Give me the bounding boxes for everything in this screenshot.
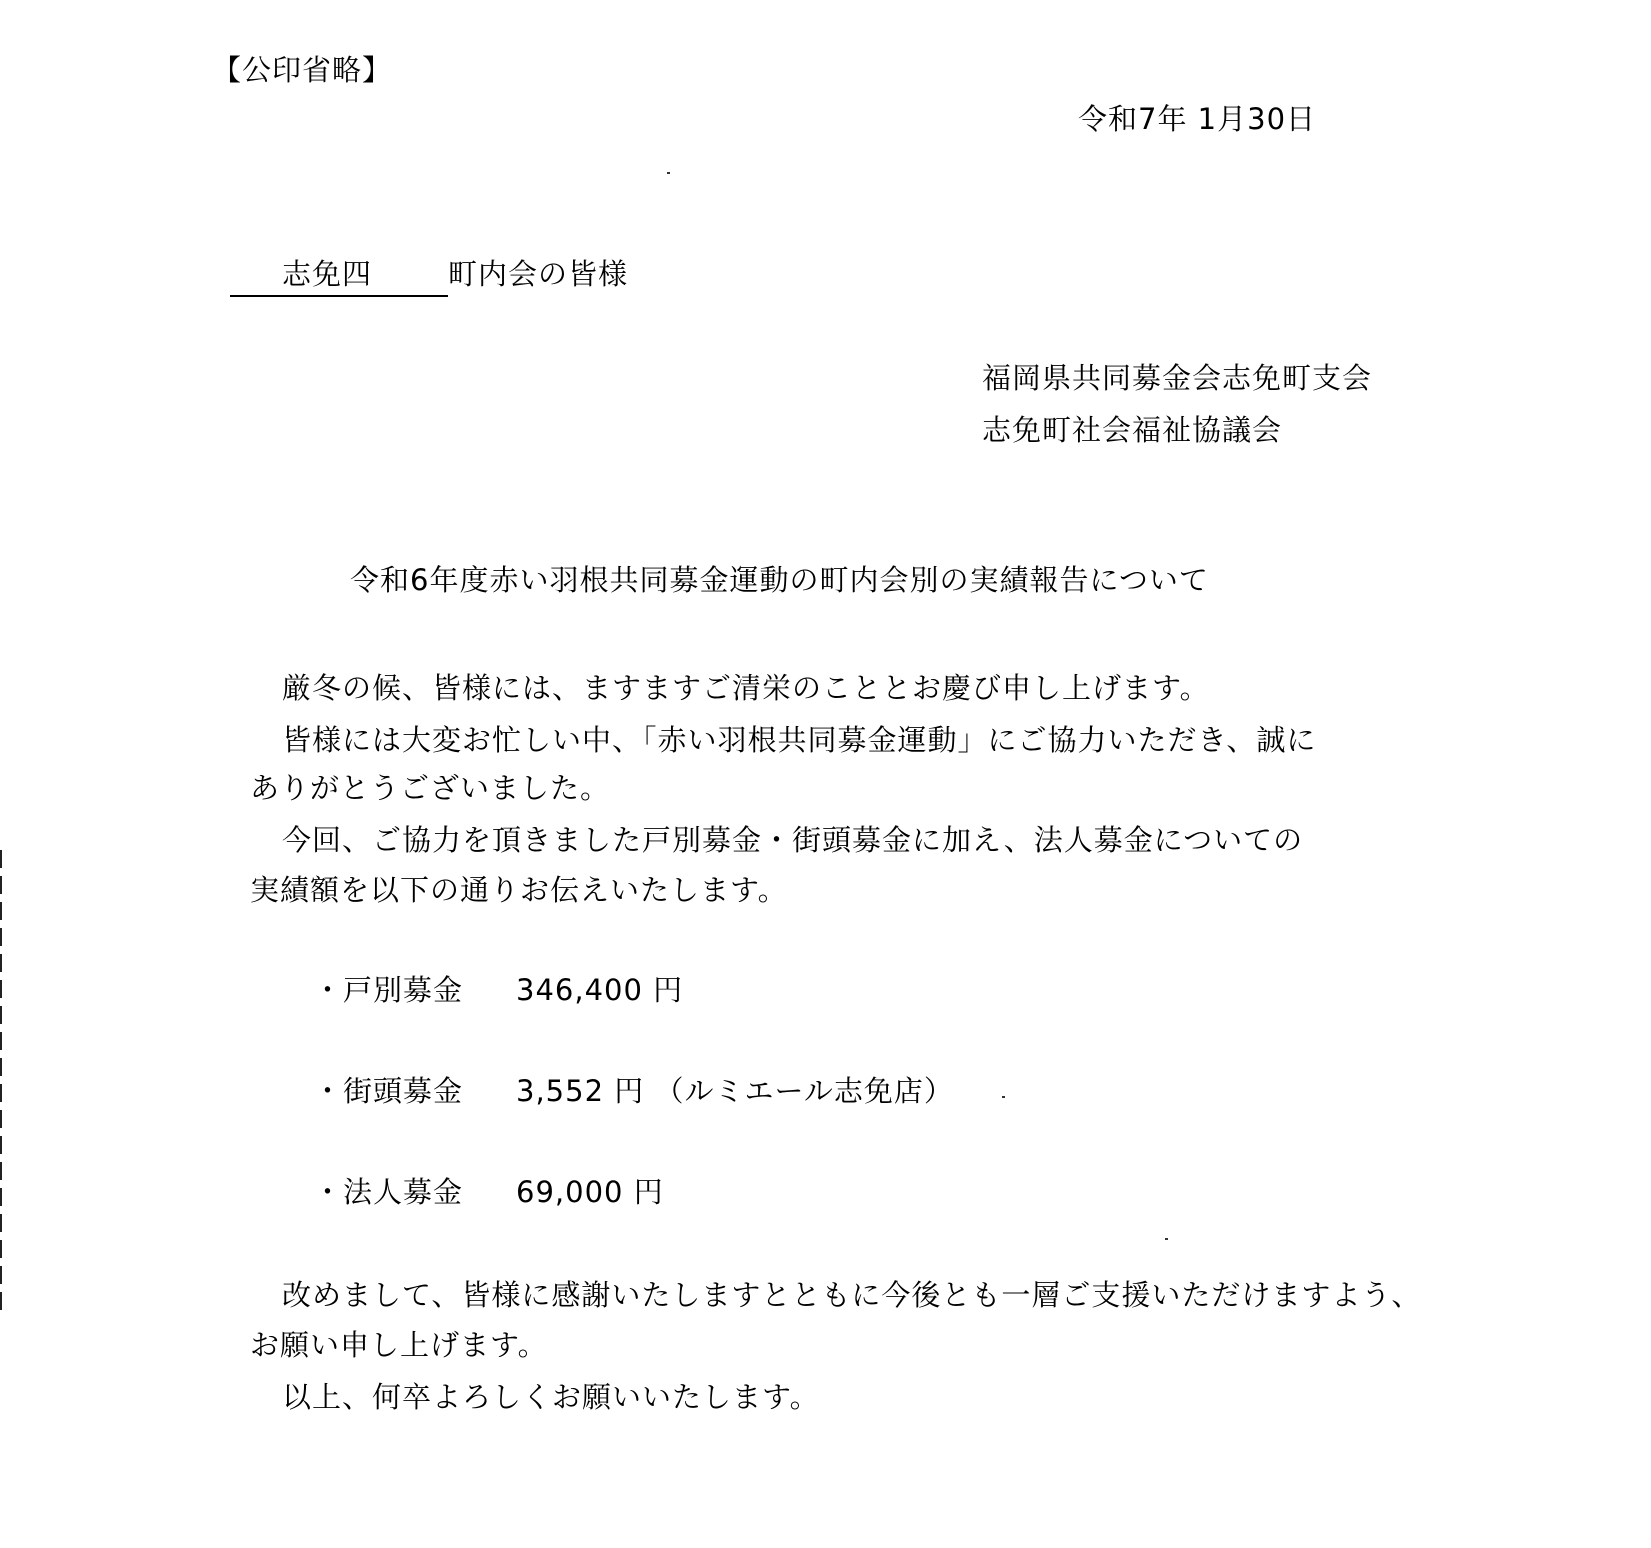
scan-speck bbox=[1165, 1238, 1168, 1240]
closing-line: 改めまして、皆様に感謝いたしますとともに今後とも一層ご支援いただけますよう、 bbox=[282, 1278, 1422, 1312]
body-line: 皆様には大変お忙しい中、「赤い羽根共同募金運動」にご協力いただき、誠に bbox=[282, 723, 1317, 757]
sender-organization-1: 福岡県共同募金会志免町支会 bbox=[982, 361, 1373, 395]
document-subject: 令和6年度赤い羽根共同募金運動の町内会別の実績報告について bbox=[350, 563, 1209, 597]
body-line: 厳冬の候、皆様には、ますますご清栄のこととお慶び申し上げます。 bbox=[282, 671, 1210, 705]
result-amount-corporate: 69,000 円 bbox=[516, 1175, 664, 1209]
scan-speck bbox=[667, 172, 670, 174]
closing-line: 以上、何卒よろしくお願いいたします。 bbox=[282, 1380, 820, 1414]
closing-line: お願い申し上げます。 bbox=[250, 1328, 548, 1362]
seal-omitted-note: 【公印省略】 bbox=[212, 53, 393, 87]
document-date: 令和7年 1月30日 bbox=[1078, 102, 1317, 136]
result-amount-street: 3,552 円 （ルミエール志免店） bbox=[516, 1074, 954, 1108]
scan-edge-marks bbox=[0, 850, 2, 1310]
body-line: 今回、ご協力を頂きました戸別募金・街頭募金に加え、法人募金についての bbox=[282, 823, 1304, 857]
scan-speck bbox=[1002, 1096, 1005, 1098]
result-amount-door-to-door: 346,400 円 bbox=[516, 973, 684, 1007]
addressee-suffix: 町内会の皆様 bbox=[448, 257, 629, 291]
result-label-street: ・街頭募金 bbox=[313, 1074, 464, 1108]
sender-organization-2: 志免町社会福祉協議会 bbox=[982, 413, 1283, 447]
result-label-door-to-door: ・戸別募金 bbox=[313, 973, 464, 1007]
result-label-corporate: ・法人募金 bbox=[313, 1175, 464, 1209]
body-line: ありがとうございました。 bbox=[250, 771, 611, 805]
body-line: 実績額を以下の通りお伝えいたします。 bbox=[250, 873, 788, 907]
addressee-town-name: 志免四 bbox=[282, 257, 373, 291]
